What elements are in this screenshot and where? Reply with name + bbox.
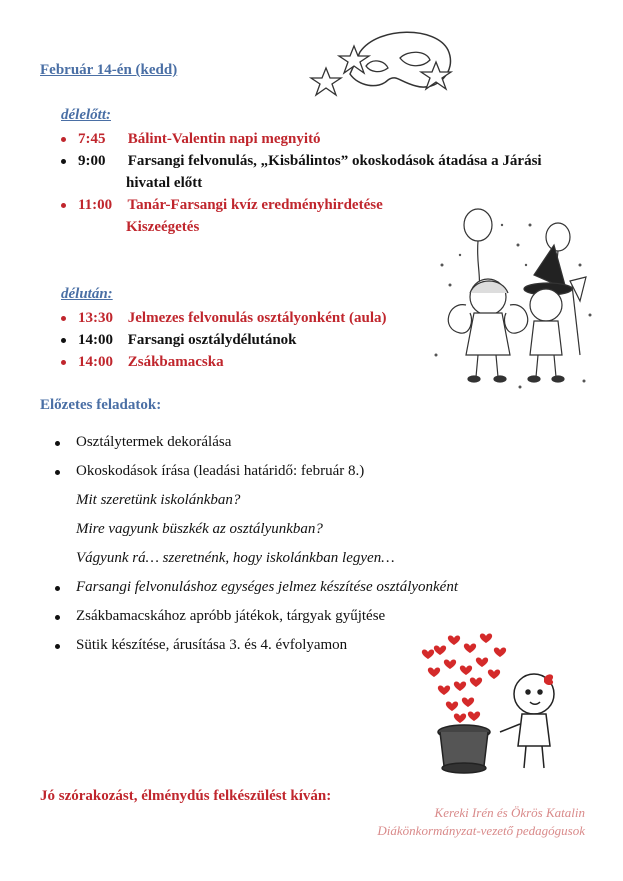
preparation-title: Előzetes feladatok: xyxy=(40,397,162,413)
closing-text: Jó szórakozást, élménydús felkészülést kíván: xyxy=(40,788,332,804)
schedule-item xyxy=(56,329,436,351)
schedule-time: 7:45 xyxy=(78,131,106,147)
children-costume-illustration xyxy=(430,205,602,395)
schedule-text: Bálint-Valentin napi megnyitó xyxy=(127,131,321,147)
afternoon-label: délután: xyxy=(61,286,113,302)
preparation-list xyxy=(46,428,566,660)
schedule-item xyxy=(56,150,576,194)
schedule-item xyxy=(56,307,436,329)
heart-hat-illustration xyxy=(420,628,570,780)
schedule-time: 13:30 xyxy=(78,310,113,326)
schedule-item xyxy=(56,351,436,373)
schedule-text: Zsákbamacska xyxy=(127,354,224,370)
schedule-text: Jelmezes felvonulás osztályonként (aula) xyxy=(127,310,387,326)
schedule-time: 9:00 xyxy=(78,153,106,169)
list-item: Mit szeretünk iskolánkban? xyxy=(76,492,241,508)
schedule-time: 14:00 xyxy=(78,332,113,348)
schedule-time: 14:00 xyxy=(78,354,113,370)
list-item: Mire vagyunk büszkék az osztályunkban? xyxy=(76,521,323,537)
afternoon-schedule xyxy=(56,307,436,373)
schedule-continuation: Kiszeégetés xyxy=(126,219,200,235)
list-item: Osztálytermek dekorálása xyxy=(46,428,566,457)
list-item: Zsákbamacskához apróbb játékok, tárgyak gyűjtése xyxy=(46,602,566,631)
mask-illustration xyxy=(308,22,460,114)
schedule-text: Farsangi felvonulás, „Kisbálintos” okoskodások átadása a Járási xyxy=(127,153,542,169)
schedule-continuation: hivatal előtt xyxy=(126,175,203,191)
schedule-text: Tanár-Farsangi kvíz eredményhirdetése xyxy=(127,197,383,213)
schedule-text: Farsangi osztálydélutánok xyxy=(127,332,297,348)
schedule-item xyxy=(56,128,576,150)
list-item: Okoskodások írása (leadási határidő: február 8.) xyxy=(46,457,566,486)
signature-names: Kereki Irén és Ökrös Katalin xyxy=(434,805,585,820)
morning-label: délelőtt: xyxy=(61,107,111,123)
signature-role: Diákönkormányzat-vezető pedagógusok xyxy=(377,823,585,838)
list-item: Vágyunk rá… szeretnénk, hogy iskolánkban legyen… xyxy=(76,550,395,566)
list-item: Farsangi felvonuláshoz egységes jelmez készítése osztályonként xyxy=(46,573,566,602)
list-item: Sütik készítése, árusítása 3. és 4. évfolyamon xyxy=(46,631,566,660)
schedule-time: 11:00 xyxy=(78,197,113,213)
page-title: Február 14-én (kedd) xyxy=(40,62,178,78)
